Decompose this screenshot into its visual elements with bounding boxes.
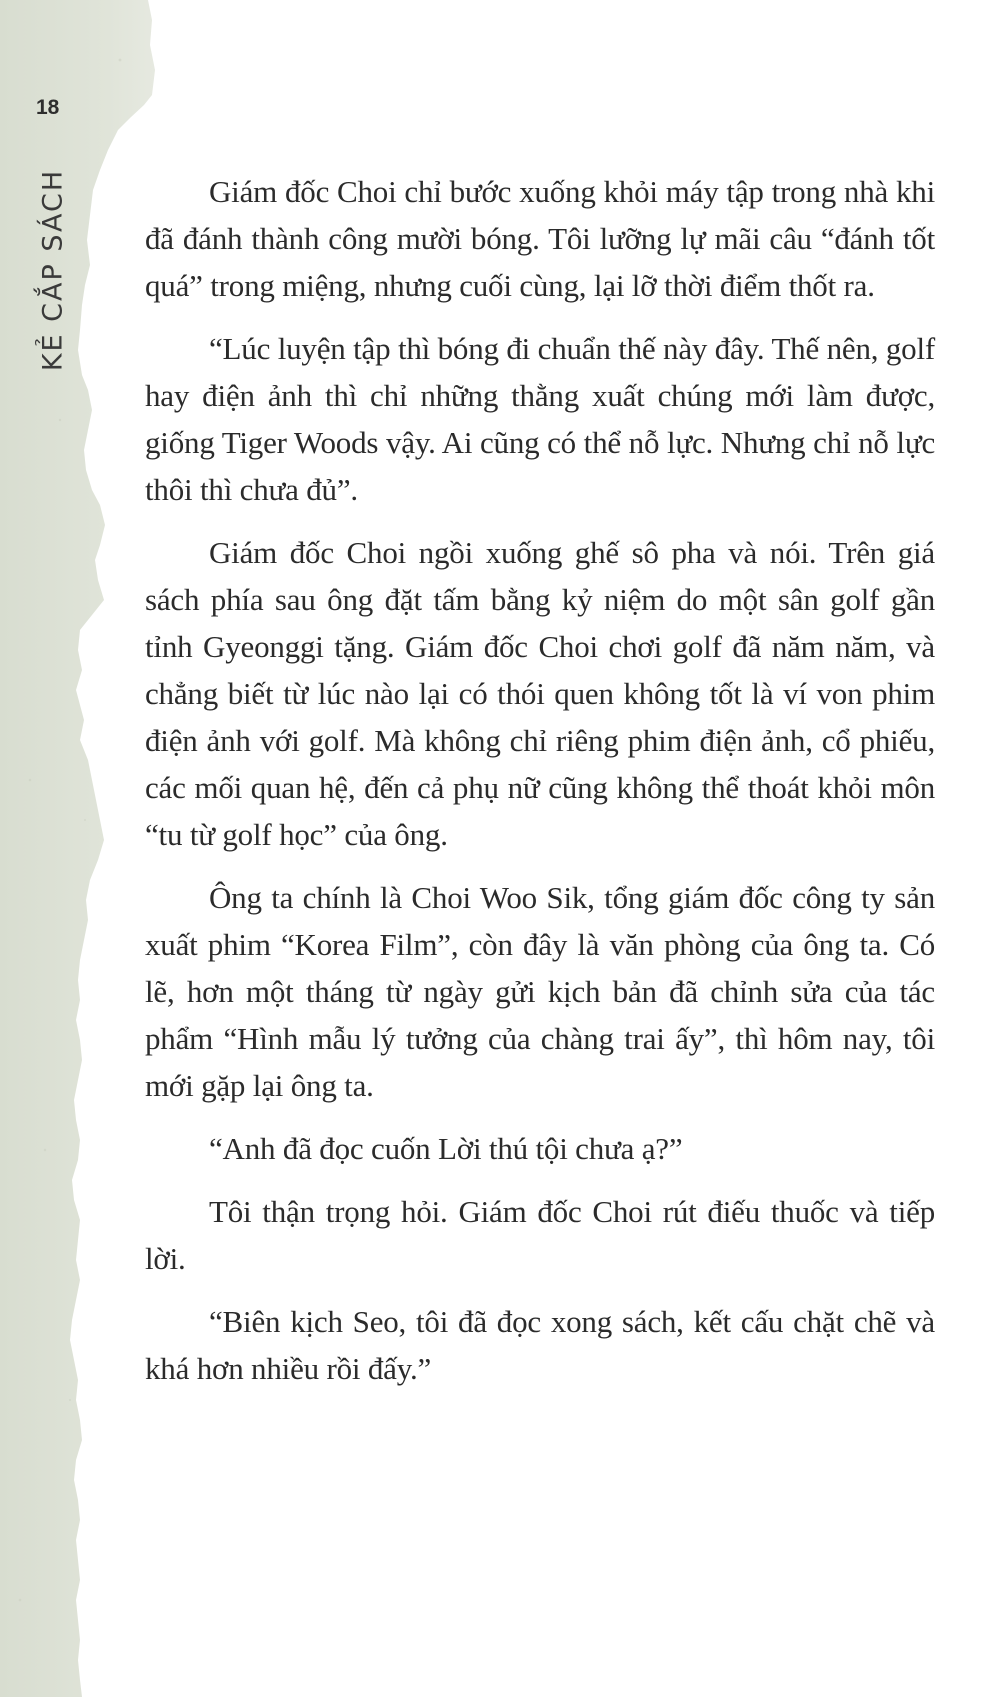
paragraph: “Lúc luyện tập thì bóng đi chuẩn thế này đây. Thế nên, golf hay điện ảnh thì chỉ những thằng xuất chúng mới làm được, giống Tiger Woods vậy. Ai cũng có thể nỗ lực. Nhưng chỉ nỗ lực thôi thì chưa đủ”. (145, 331, 935, 507)
running-title: KẺ CẮP SÁCH (37, 168, 69, 372)
paragraph: “Biên kịch Seo, tôi đã đọc xong sách, kết cấu chặt chẽ và khá hơn nhiều rồi đấy.” (145, 1304, 935, 1386)
paragraph: Giám đốc Choi chỉ bước xuống khỏi máy tập trong nhà khi đã đánh thành công mười bóng. Tôi lưỡng lự mãi câu “đánh tốt quá” trong miệng, nhưng cuối cùng, lại lỡ thời điểm thốt ra. (145, 174, 935, 303)
paragraph: Tôi thận trọng hỏi. Giám đốc Choi rút điếu thuốc và tiếp lời. (145, 1194, 935, 1276)
paragraph: Giám đốc Choi ngồi xuống ghế sô pha và nói. Trên giá sách phía sau ông đặt tấm bằng kỷ niệm do một sân golf gần tỉnh Gyeonggi tặng. Giám đốc Choi chơi golf đã năm năm, và chẳng biết từ lúc nào lại có thói quen không tốt là ví von phim điện ảnh với golf. Mà không chỉ riêng phim điện ảnh, cổ phiếu, các mối quan hệ, đến cả phụ nữ cũng không thể thoát khỏi môn “tu từ golf học” của ông. (145, 535, 935, 852)
page-number: 18 (36, 96, 60, 119)
paragraph: “Anh đã đọc cuốn Lời thú tội chưa ạ?” (209, 1131, 683, 1166)
body-text (145, 168, 935, 1408)
paragraph: Ông ta chính là Choi Woo Sik, tổng giám đốc công ty sản xuất phim “Korea Film”, còn đây là văn phòng của ông ta. Có lẽ, hơn một tháng từ ngày gửi kịch bản đã chỉnh sửa của tác phẩm “Hình mẫu lý tưởng của chàng trai ấy”, thì hôm nay, tôi mới gặp lại ông ta. (145, 880, 935, 1103)
